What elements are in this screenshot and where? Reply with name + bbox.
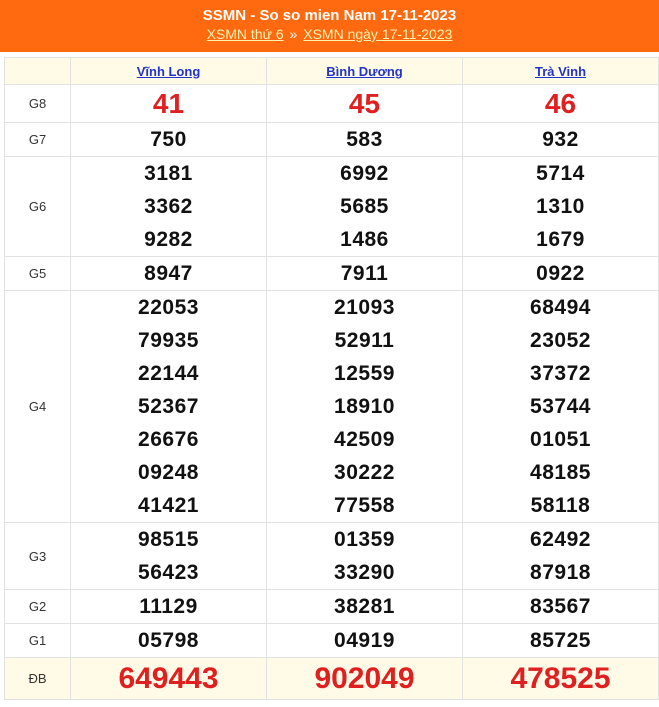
prize-cell <box>463 291 659 523</box>
prize-number: 42509 <box>334 428 395 451</box>
prize-cell <box>267 624 463 658</box>
prize-number: 932 <box>542 128 579 151</box>
prize-row-g2 <box>5 590 659 624</box>
province-header-row <box>5 58 659 85</box>
prize-number: 21093 <box>334 296 395 319</box>
prize-number: 04919 <box>334 629 395 652</box>
prize-number: 01051 <box>530 428 591 451</box>
prize-cell <box>267 123 463 157</box>
prize-cell <box>71 523 267 590</box>
prize-number: 85725 <box>530 629 591 652</box>
breadcrumb-link-xsmn-weekday[interactable]: XSMN thứ 6 <box>206 26 284 42</box>
prize-number: 41 <box>152 88 185 119</box>
prize-number: 38281 <box>334 595 395 618</box>
prize-cell <box>463 590 659 624</box>
prize-number: 7911 <box>340 262 389 285</box>
prize-label: G6 <box>5 157 71 257</box>
prize-label: ĐB <box>5 658 71 700</box>
prize-number: 5714 <box>536 162 585 185</box>
prize-number: 5685 <box>340 195 389 218</box>
prize-number: 3362 <box>144 195 193 218</box>
prize-number: 56423 <box>138 561 199 584</box>
breadcrumb-link-xsmn-date[interactable]: XSMN ngày 17-11-2023 <box>303 26 453 42</box>
prize-row-special <box>5 658 659 700</box>
prize-number: 87918 <box>530 561 591 584</box>
prize-row-g3 <box>5 523 659 590</box>
prize-label: G3 <box>5 523 71 590</box>
province-header <box>267 58 463 85</box>
prize-number: 583 <box>346 128 383 151</box>
prize-number: 46 <box>544 88 577 119</box>
prize-number: 12559 <box>334 362 395 385</box>
prize-number: 6992 <box>340 162 389 185</box>
prize-cell <box>463 123 659 157</box>
prize-number: 18910 <box>334 395 395 418</box>
prize-number: 0922 <box>536 262 585 285</box>
prize-cell <box>463 85 659 123</box>
prize-number: 62492 <box>530 528 591 551</box>
prize-cell <box>267 257 463 291</box>
prize-cell <box>71 624 267 658</box>
prize-label: G5 <box>5 257 71 291</box>
prize-number: 30222 <box>334 461 395 484</box>
prize-cell <box>463 523 659 590</box>
prize-number: 48185 <box>530 461 591 484</box>
prize-number: 68494 <box>530 296 591 319</box>
province-header <box>71 58 267 85</box>
prize-row-g6 <box>5 157 659 257</box>
special-prize-number: 902049 <box>314 662 415 695</box>
prize-cell <box>267 523 463 590</box>
prize-number: 1486 <box>340 228 389 251</box>
prize-number: 26676 <box>138 428 199 451</box>
prize-row-g4 <box>5 291 659 523</box>
province-link-binh-duong[interactable]: Bình Dương <box>326 63 403 79</box>
prize-label: G2 <box>5 590 71 624</box>
prize-number: 09248 <box>138 461 199 484</box>
prize-number: 33290 <box>334 561 395 584</box>
prize-number: 22053 <box>138 296 199 319</box>
page-header <box>0 0 659 52</box>
prize-number: 05798 <box>138 629 199 652</box>
special-prize-number: 649443 <box>118 662 219 695</box>
prize-number: 37372 <box>530 362 591 385</box>
prize-cell <box>71 291 267 523</box>
prize-row-g1 <box>5 624 659 658</box>
prize-cell <box>267 157 463 257</box>
prize-cell <box>71 157 267 257</box>
prize-cell <box>463 257 659 291</box>
prize-number: 53744 <box>530 395 591 418</box>
prize-cell <box>463 658 659 700</box>
province-header <box>463 58 659 85</box>
page-title: SSMN - So so mien Nam 17-11-2023 <box>202 7 457 24</box>
prize-cell <box>71 257 267 291</box>
breadcrumb-separator: » <box>289 26 298 42</box>
prize-cell <box>267 291 463 523</box>
prize-cell <box>71 590 267 624</box>
prize-row-g7 <box>5 123 659 157</box>
prize-label: G8 <box>5 85 71 123</box>
prize-number: 1679 <box>536 228 585 251</box>
prize-number: 11129 <box>139 595 198 618</box>
prize-number: 45 <box>348 88 381 119</box>
prize-number: 83567 <box>530 595 591 618</box>
province-link-tra-vinh[interactable]: Trà Vinh <box>534 63 587 79</box>
prize-row-g8 <box>5 85 659 123</box>
prize-number: 41421 <box>138 494 199 517</box>
prize-label: G4 <box>5 291 71 523</box>
prize-number: 750 <box>150 128 187 151</box>
prize-number: 79935 <box>138 329 199 352</box>
prize-number: 58118 <box>530 494 591 517</box>
prize-number: 98515 <box>138 528 199 551</box>
prize-number: 8947 <box>144 262 193 285</box>
header-corner-cell <box>5 58 71 85</box>
prize-number: 52367 <box>138 395 199 418</box>
prize-number: 23052 <box>530 329 591 352</box>
prize-number: 77558 <box>334 494 395 517</box>
prize-number: 22144 <box>138 362 199 385</box>
prize-number: 01359 <box>334 528 395 551</box>
prize-cell <box>267 590 463 624</box>
prize-label: G7 <box>5 123 71 157</box>
prize-number: 1310 <box>536 195 585 218</box>
prize-cell <box>267 85 463 123</box>
prize-cell <box>267 658 463 700</box>
results-table <box>4 57 659 700</box>
prize-number: 3181 <box>144 162 193 185</box>
prize-cell <box>463 624 659 658</box>
prize-cell <box>463 157 659 257</box>
prize-cell <box>71 85 267 123</box>
prize-number: 52911 <box>334 329 395 352</box>
special-prize-number: 478525 <box>510 662 611 695</box>
province-link-vinh-long[interactable]: Vĩnh Long <box>136 63 201 79</box>
breadcrumb <box>0 25 659 44</box>
prize-cell <box>71 658 267 700</box>
prize-row-g5 <box>5 257 659 291</box>
prize-number: 9282 <box>144 228 193 251</box>
prize-cell <box>71 123 267 157</box>
prize-label: G1 <box>5 624 71 658</box>
